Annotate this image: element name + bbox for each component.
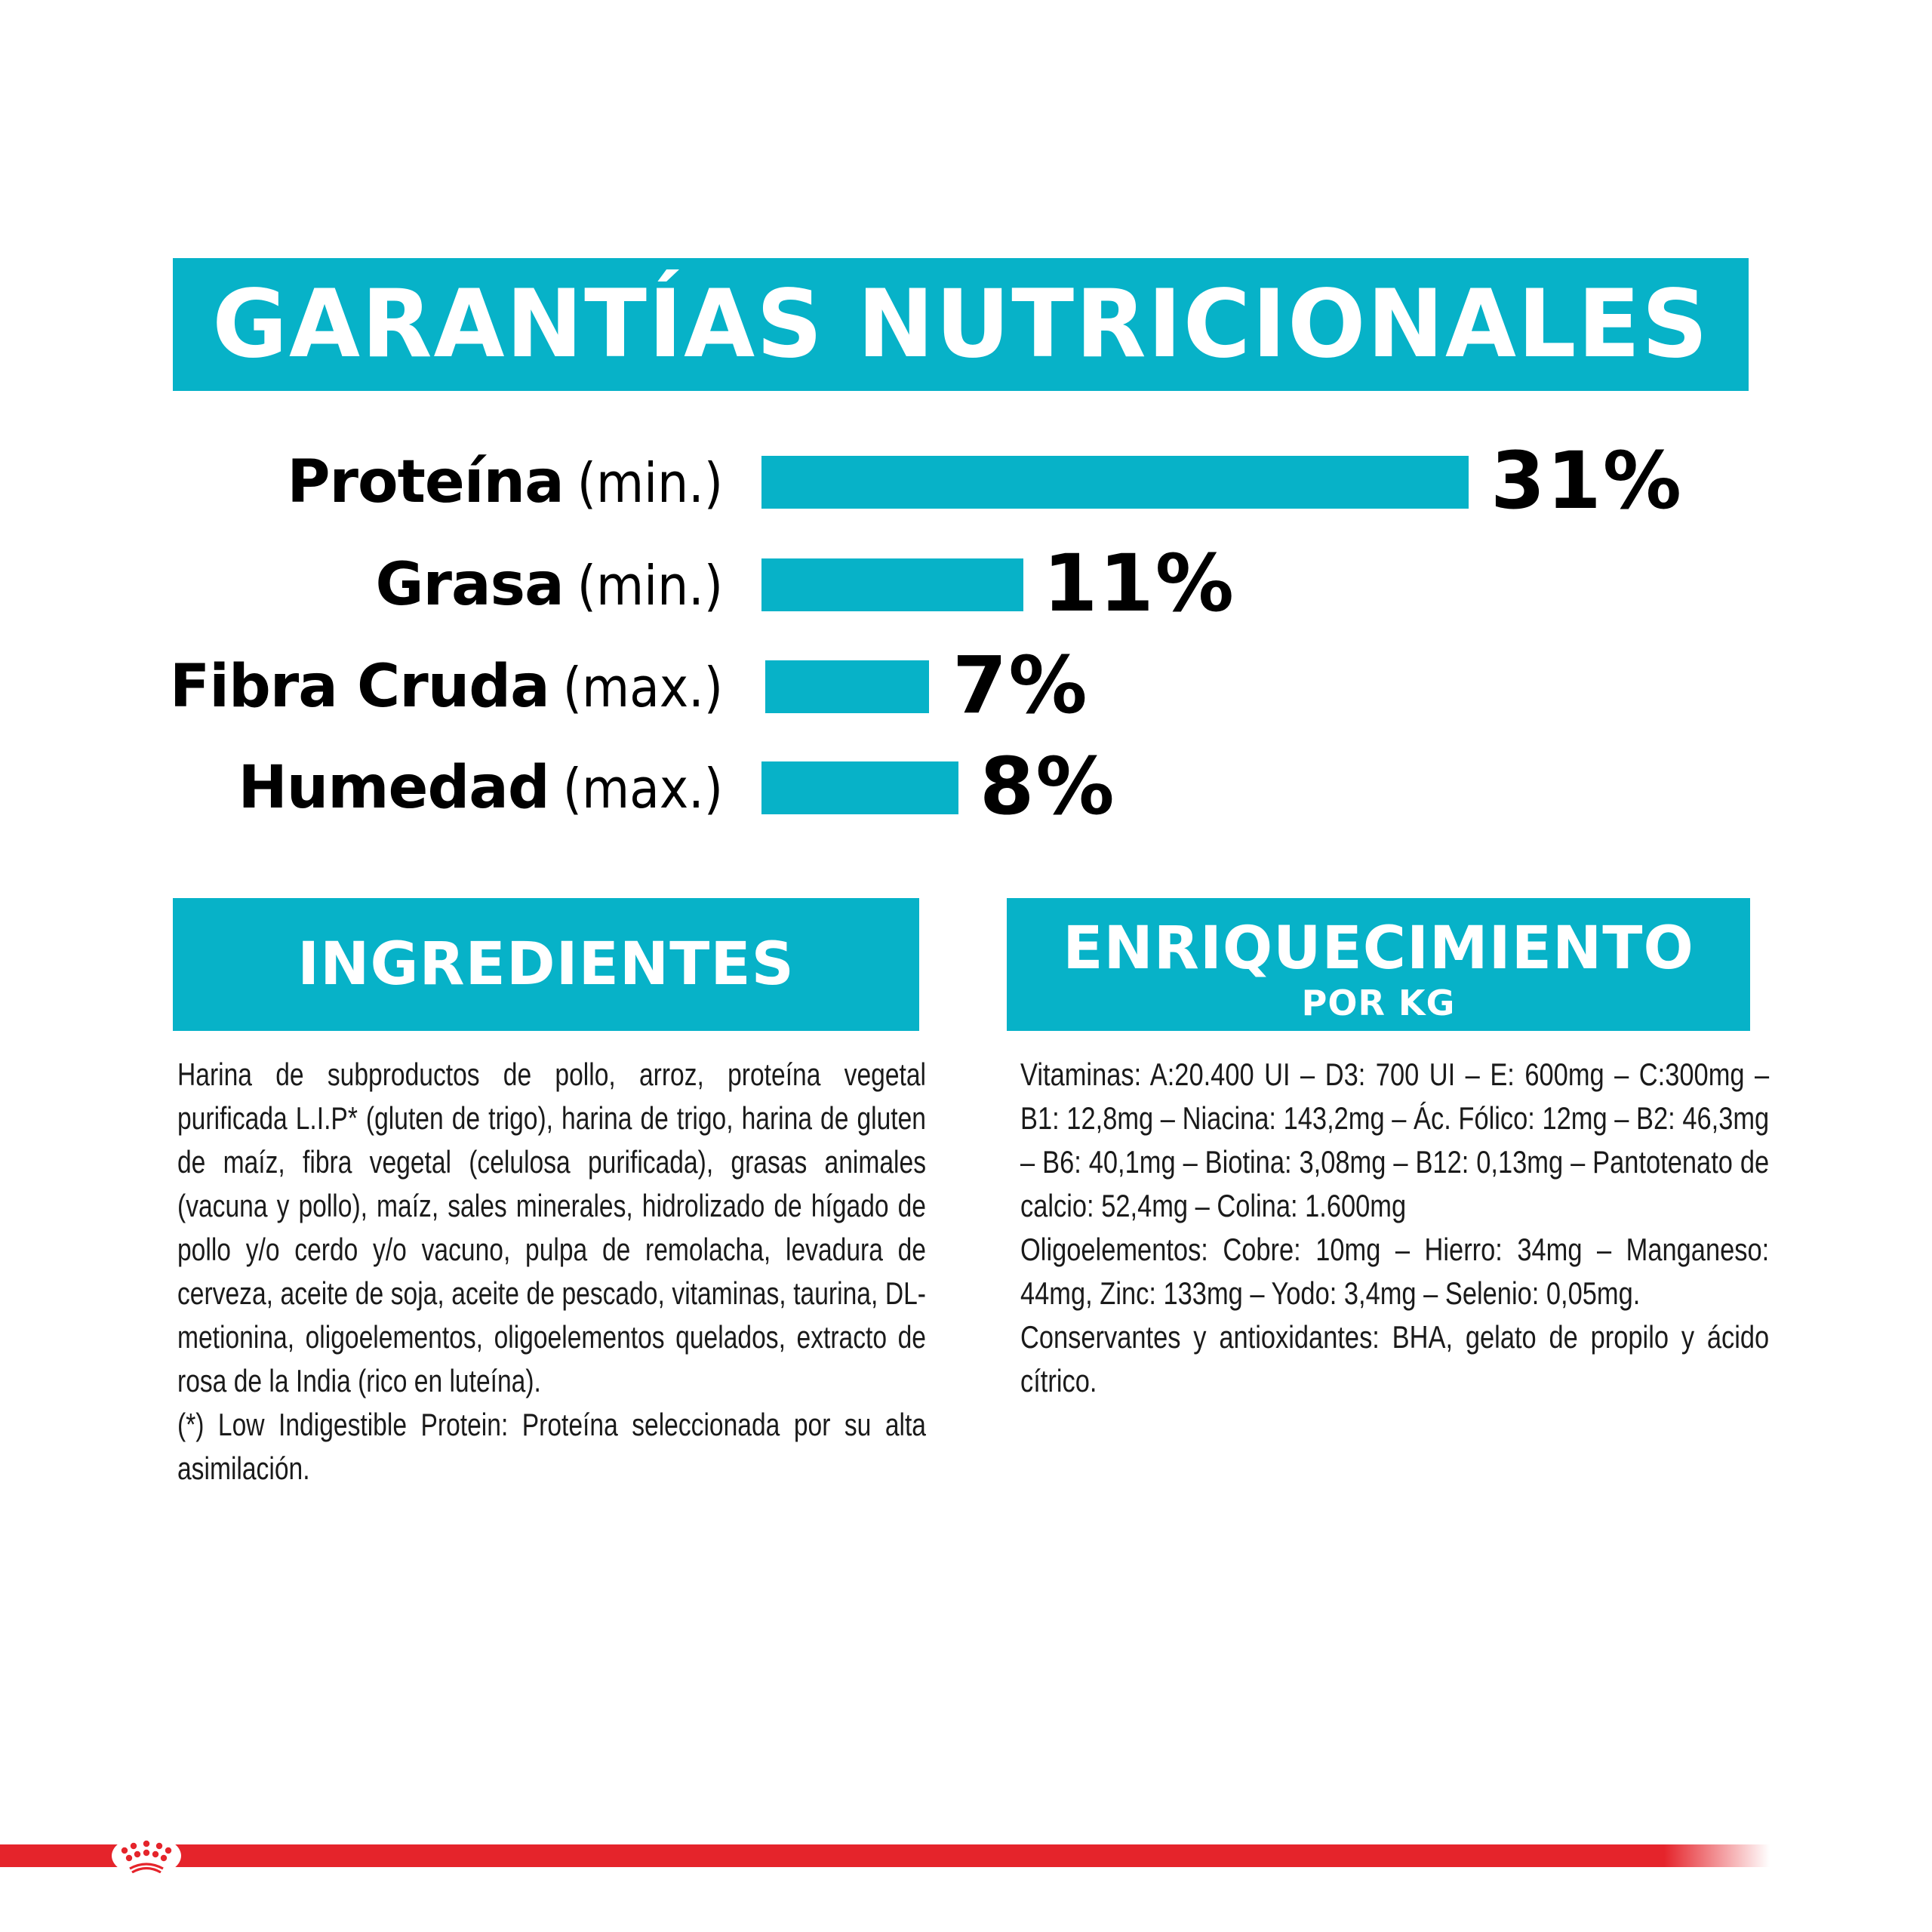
value-label: 11%: [1043, 537, 1235, 629]
chart-row-moisture: [0, 740, 1932, 832]
enrichment-header: [1007, 898, 1750, 1031]
footer-brand-bar: [0, 1844, 1770, 1867]
trace-elements-paragraph: Oligoelementos: Cobre: 10mg – Hierro: 34mg – Manganeso: 44mg, Zinc: 133mg – Yodo: 3,4mg – Selenio: 0,05mg.: [1020, 1232, 1770, 1311]
nutrient-name: Grasa: [375, 551, 564, 619]
value-label: 8%: [980, 740, 1116, 832]
chart-row-fat: [0, 537, 1932, 629]
bar-fat: [761, 558, 1023, 611]
crown-icon: [115, 1840, 178, 1873]
enrichment-title: ENRIQUECIMIENTO: [1063, 915, 1694, 983]
nutrient-qualifier: (max.): [562, 656, 723, 719]
ingredients-list: Harina de subproductos de pollo, arroz, proteína vegetal purificada L.I.P* (gluten de trigo), harina de trigo, harina de gluten de maíz, fibra vegetal (celulosa purificada), grasas animales (vacuna y pollo), maíz, sales minerales, hidrolizado de hígado de pollo y/o cerdo y/o vacuno, pulpa de remolacha, levadura de cerveza, aceite de soja, aceite de pescado, vitaminas, taurina, DL-metionina, oligoelementos, oligoelementos quelados, extracto de rosa de la India (rico en luteína).: [177, 1057, 926, 1398]
chart-row-fiber: [0, 638, 1932, 731]
enrichment-subtitle: POR KG: [1301, 983, 1456, 1023]
nutrient-qualifier: (max.): [562, 757, 723, 820]
bar-fiber: [765, 660, 929, 713]
nutrient-name: Humedad: [238, 754, 549, 822]
preservatives-paragraph: Conservantes y antioxidantes: BHA, gelato de propilo y ácido cítrico.: [1020, 1319, 1770, 1398]
value-label: 31%: [1491, 434, 1683, 527]
value-label: 7%: [952, 638, 1089, 731]
nutrient-name: Fibra Cruda: [169, 653, 549, 721]
row-label: [375, 551, 723, 619]
row-label: [238, 754, 723, 822]
row-label: [287, 448, 723, 516]
ingredients-text: [177, 1053, 926, 1491]
ingredients-title: INGREDIENTES: [297, 931, 795, 998]
ingredients-footnote: (*) Low Indigestible Protein: Proteína seleccionada por su alta asimilación.: [177, 1407, 926, 1486]
nutrient-qualifier: (min.): [577, 554, 723, 617]
chart-row-protein: [0, 434, 1932, 527]
page-title: GARANTÍAS NUTRICIONALES: [212, 270, 1709, 379]
nutrient-qualifier: (min.): [577, 451, 723, 515]
ingredients-header: [173, 898, 919, 1031]
vitamins-paragraph: Vitaminas: A:20.400 UI – D3: 700 UI – E: 600mg – C:300mg – B1: 12,8mg – Niacina: 143,2mg – Ác. Fólico: 12mg – B2: 46,3mg – B6: 40,1mg – Biotina: 3,08mg – B12: 0,13mg – Pantotenato de calcio: 52,4mg – Colina: 1.600mg: [1020, 1057, 1770, 1223]
bar-moisture: [761, 761, 958, 814]
enrichment-text: [1020, 1053, 1769, 1403]
bar-protein: [761, 456, 1469, 509]
nutrient-name: Proteína: [287, 448, 564, 516]
row-label: [169, 653, 723, 721]
nutritional-guarantees-header: [173, 258, 1749, 391]
